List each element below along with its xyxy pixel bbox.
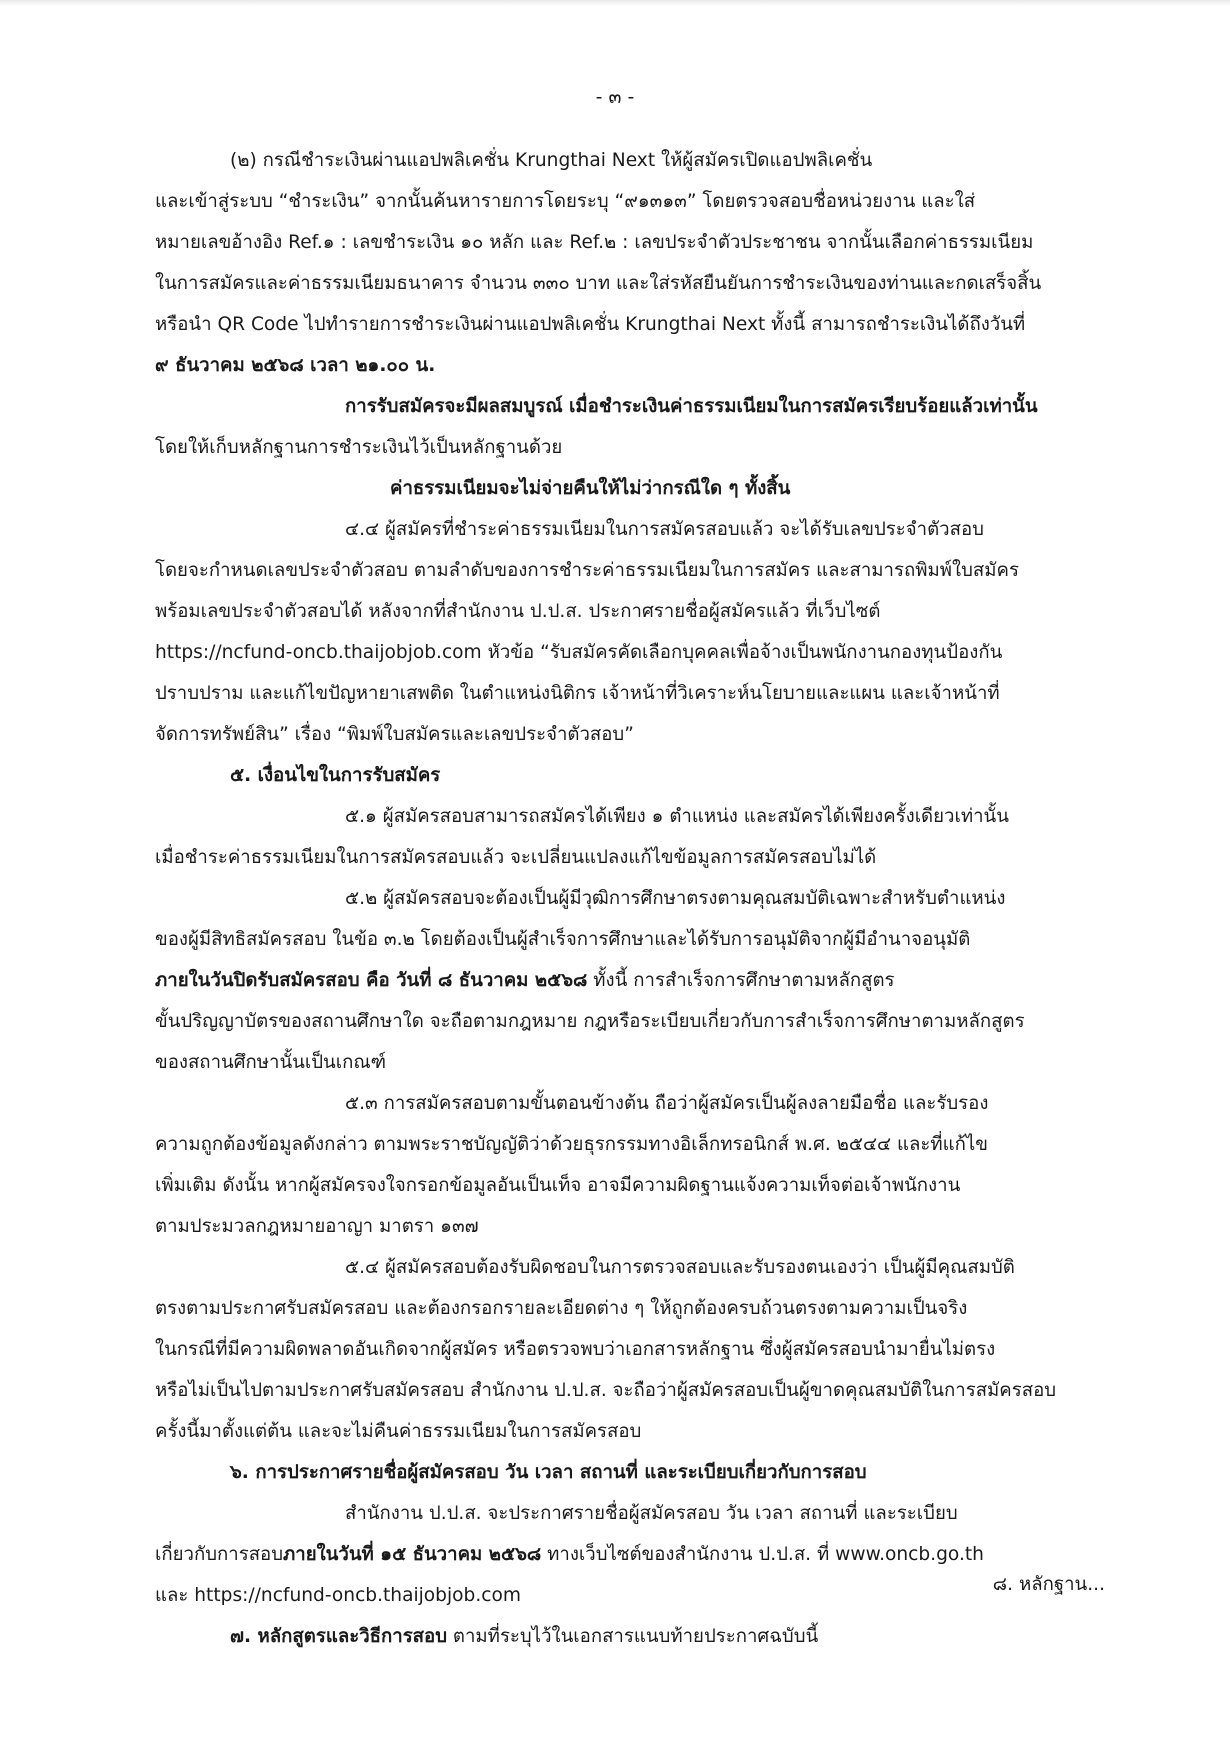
- paragraph-line: https://ncfund-oncb.thaijobjob.com หัวข้อ “รับสมัครคัดเลือกบุคคลเพื่อจ้างเป็นพนักงานกองทุนป้องกัน: [155, 642, 1003, 663]
- paragraph-line: หรือไม่เป็นไปตามประกาศรับสมัครสอบ สำนักงาน ป.ป.ส. จะถือว่าผู้สมัครสอบเป็นผู้ขาดคุณสมบัติในการสมัครสอบ: [155, 1380, 1057, 1401]
- paragraph-line: [155, 960, 1105, 1001]
- document-body: [155, 140, 1105, 1657]
- paragraph-line: โดยจะกำหนดเลขประจำตัวสอบ ตามลำดับของการชำระค่าธรรมเนียมในการสมัคร และสามารถพิมพ์ใบสมัคร: [155, 560, 1019, 581]
- payment-deadline: ๙ ธันวาคม ๒๕๖๘ เวลา ๒๑.๐๐ น.: [155, 355, 436, 376]
- section-heading-7: [155, 1616, 1105, 1657]
- section-heading-5: ๕. เงื่อนไขในการรับสมัคร: [230, 765, 441, 786]
- paragraph-line: ความถูกต้องข้อมูลดังกล่าว ตามพระราชบัญญัติว่าด้วยธุรกรรมทางอิเล็กทรอนิกส์ พ.ศ. ๒๕๔๔ และที่แก้ไข: [155, 1134, 988, 1155]
- section-7-title: ๗. หลักสูตรและวิธีการสอบ: [230, 1626, 447, 1647]
- closing-date-bold: ภายในวันปิดรับสมัครสอบ คือ วันที่ ๘ ธันวาคม ๒๕๖๘: [155, 970, 588, 991]
- paragraph-line: ตรงตามประกาศรับสมัครสอบ และต้องกรอกรายละเอียดต่าง ๆ ให้ถูกต้องครบถ้วนตรงตามความเป็นจริง: [155, 1298, 968, 1319]
- paragraph-line: ๕.๒ ผู้สมัครสอบจะต้องเป็นผู้มีวุฒิการศึกษาตรงตามคุณสมบัติเฉพาะสำหรับตำแหน่ง: [345, 888, 1006, 909]
- paragraph-line: [155, 1534, 1105, 1575]
- paragraph-line: (๒) กรณีชำระเงินผ่านแอปพลิเคชั่น Krungthai Next ให้ผู้สมัครเปิดแอปพลิเคชั่น: [230, 150, 873, 171]
- paragraph-line: พร้อมเลขประจำตัวสอบได้ หลังจากที่สำนักงาน ป.ป.ส. ประกาศรายชื่อผู้สมัครแล้ว ที่เว็บไซต์: [155, 601, 881, 622]
- paragraph-line: หรือนำ QR Code ไปทำรายการชำระเงินผ่านแอปพลิเคชั่น Krungthai Next ทั้งนี้ สามารถชำระเงินได้ถึงวันที่: [155, 314, 1026, 335]
- paragraph-line: เพิ่มเติม ดังนั้น หากผู้สมัครจงใจกรอกข้อมูลอันเป็นเท็จ อาจมีความผิดฐานแจ้งความเท็จต่อเจ้าพนักงาน: [155, 1175, 961, 1196]
- line-rest: ตามที่ระบุไว้ในเอกสารแนบท้ายประกาศฉบับนี้: [447, 1626, 819, 1647]
- announce-date-bold: ภายในวันที่ ๑๕ ธันวาคม ๒๕๖๘: [283, 1544, 542, 1565]
- paragraph-line: โดยให้เก็บหลักฐานการชำระเงินไว้เป็นหลักฐานด้วย: [155, 437, 563, 458]
- paragraph-line: ครั้งนี้มาตั้งแต่ต้น และจะไม่คืนค่าธรรมเนียมในการสมัครสอบ: [155, 1421, 642, 1442]
- section-heading-6: ๖. การประกาศรายชื่อผู้สมัครสอบ วัน เวลา สถานที่ และระเบียบเกี่ยวกับการสอบ: [230, 1462, 867, 1483]
- line-rest: ทางเว็บไซต์ของสำนักงาน ป.ป.ส. ที่ www.oncb.go.th: [541, 1544, 984, 1565]
- paragraph-line: ในกรณีที่มีความผิดพลาดอันเกิดจากผู้สมัคร หรือตรวจพบว่าเอกสารหลักฐาน ซึ่งผู้สมัครสอบนำมายื่นไม่ตรง: [155, 1339, 996, 1360]
- paragraph-line: ๕.๔ ผู้สมัครสอบต้องรับผิดชอบในการตรวจสอบและรับรองตนเองว่า เป็นผู้มีคุณสมบัติ: [345, 1257, 1015, 1278]
- paragraph-line: เมื่อชำระค่าธรรมเนียมในการสมัครสอบแล้ว จะเปลี่ยนแปลงแก้ไขข้อมูลการสมัครสอบไม่ได้: [155, 847, 877, 868]
- scan-edge: [0, 0, 1230, 6]
- paragraph-line: ในการสมัครและค่าธรรมเนียมธนาคาร จำนวน ๓๓๐ บาท และใส่รหัสยืนยันการชำระเงินของท่านและกดเสร็จสิ้น: [155, 273, 1042, 294]
- paragraph-line: ๕.๓ การสมัครสอบตามขั้นตอนข้างต้น ถือว่าผู้สมัครเป็นผู้ลงลายมือชื่อ และรับรอง: [345, 1093, 989, 1114]
- paragraph-line: ๕.๑ ผู้สมัครสอบสามารถสมัครได้เพียง ๑ ตำแหน่ง และสมัครได้เพียงครั้งเดียวเท่านั้น: [345, 806, 1009, 827]
- line-rest: ทั้งนี้ การสำเร็จการศึกษาตามหลักสูตร: [587, 970, 895, 991]
- bold-notice-no-refund: ค่าธรรมเนียมจะไม่จ่ายคืนให้ไม่ว่ากรณีใด ๆ ทั้งสิ้น: [390, 478, 791, 499]
- continuation-marker: ๘. หลักฐาน...: [992, 1574, 1105, 1595]
- paragraph-line: ๔.๔ ผู้สมัครที่ชำระค่าธรรมเนียมในการสมัครสอบแล้ว จะได้รับเลขประจำตัวสอบ: [345, 519, 984, 540]
- bold-notice-complete: การรับสมัครจะมีผลสมบูรณ์ เมื่อชำระเงินค่าธรรมเนียมในการสมัครเรียบร้อยแล้วเท่านั้น: [345, 396, 1038, 417]
- paragraph-line: ปราบปราม และแก้ไขปัญหายาเสพติด ในตำแหน่งนิติกร เจ้าหน้าที่วิเคราะห์นโยบายและแผน และเจ้าหน้าที่: [155, 683, 1000, 704]
- page-number: - ๓ -: [595, 86, 635, 108]
- paragraph-line: ของผู้มีสิทธิสมัครสอบ ในข้อ ๓.๒ โดยต้องเป็นผู้สำเร็จการศึกษาและได้รับการอนุมัติจากผู้มีอำนาจอนุมัติ: [155, 929, 971, 950]
- paragraph-line: และเข้าสู่ระบบ “ชำระเงิน” จากนั้นค้นหารายการโดยระบุ “๙๑๓๑๓” โดยตรวจสอบชื่อหน่วยงาน และใส่: [155, 191, 976, 212]
- paragraph-line: สำนักงาน ป.ป.ส. จะประกาศรายชื่อผู้สมัครสอบ วัน เวลา สถานที่ และระเบียบ: [345, 1503, 958, 1524]
- line-start: เกี่ยวกับการสอบ: [155, 1544, 284, 1565]
- paragraph-line: ขั้นปริญญาบัตรของสถานศึกษาใด จะถือตามกฎหมาย กฎหรือระเบียบเกี่ยวกับการสำเร็จการศึกษาตามหลักสูตร: [155, 1011, 1025, 1032]
- paragraph-line: และ https://ncfund-oncb.thaijobjob.com: [155, 1585, 521, 1606]
- paragraph-line: ของสถานศึกษานั้นเป็นเกณฑ์: [155, 1052, 387, 1073]
- paragraph-line: จัดการทรัพย์สิน” เรื่อง “พิมพ์ใบสมัครและเลขประจำตัวสอบ”: [155, 724, 634, 745]
- paragraph-line: หมายเลขอ้างอิง Ref.๑ : เลขชำระเงิน ๑๐ หลัก และ Ref.๒ : เลขประจำตัวประชาชน จากนั้นเลือกค่าธรรมเนียม: [155, 232, 1034, 253]
- paragraph-line: ตามประมวลกฎหมายอาญา มาตรา ๑๓๗: [155, 1216, 479, 1237]
